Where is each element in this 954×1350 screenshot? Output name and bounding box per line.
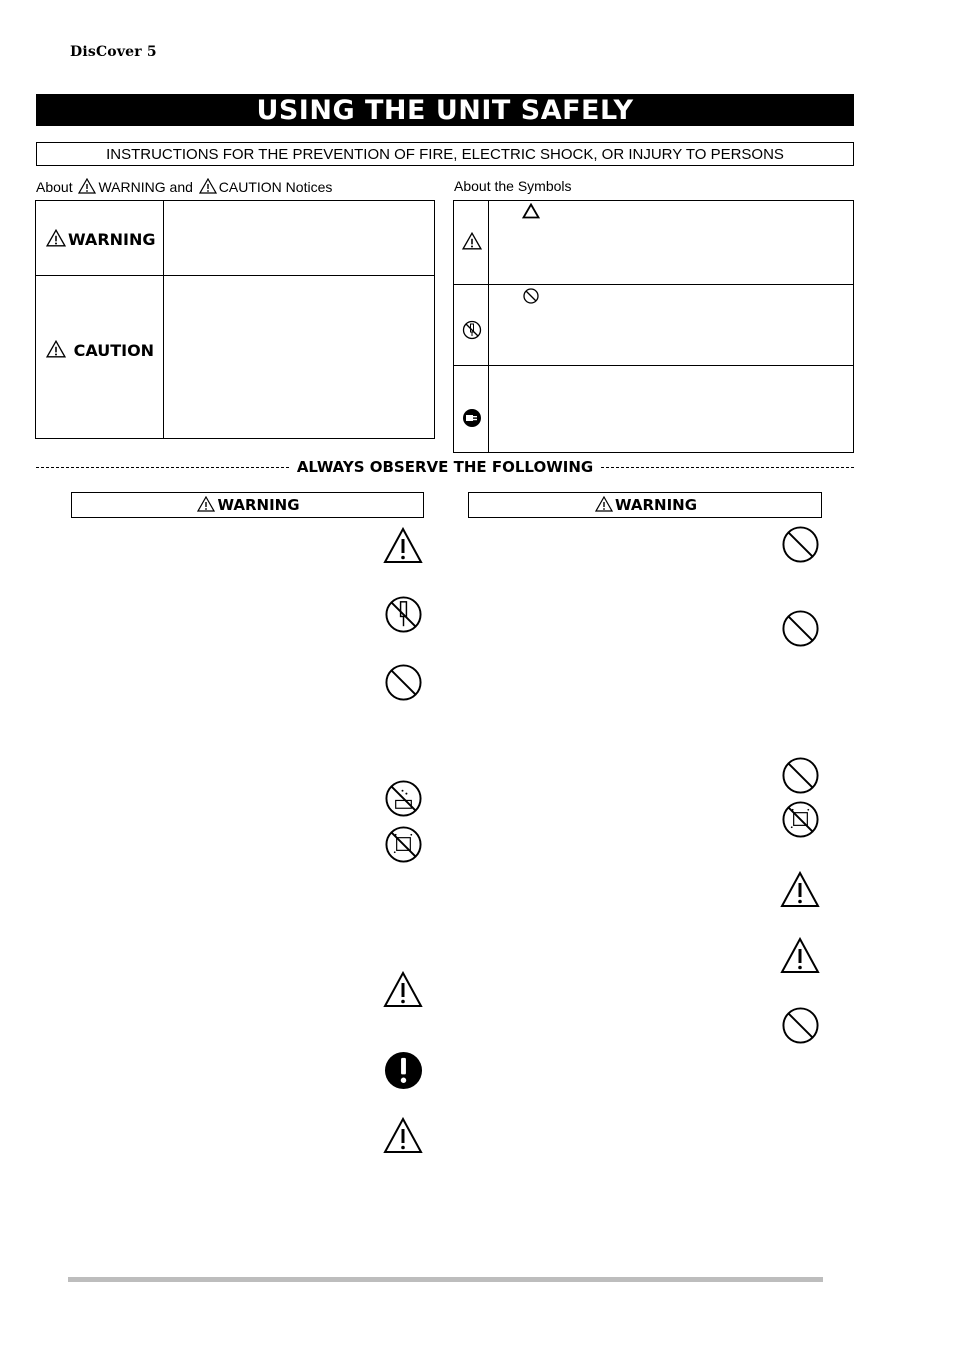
caution-triangle-icon <box>46 340 66 358</box>
caution-triangle-icon <box>199 178 217 194</box>
symbols-row-divider <box>453 365 854 366</box>
unplug-icon <box>462 408 482 428</box>
symbols-row-divider <box>453 284 854 285</box>
mandatory-action-icon <box>384 1051 423 1090</box>
page-title: USING THE UNIT SAFELY <box>36 94 854 126</box>
notices-heading: About WARNING and CAUTION Notices <box>36 179 333 195</box>
caution-label: CAUTION <box>44 340 154 360</box>
notices-row-divider <box>35 275 435 276</box>
no-wet-hands-icon <box>384 825 423 864</box>
no-water-icon <box>384 779 423 818</box>
prohibited-icon <box>781 609 820 648</box>
prohibited-icon <box>781 1006 820 1045</box>
symbols-table <box>453 200 854 453</box>
right-warning-header: WARNING <box>468 492 822 518</box>
caution-triangle-icon <box>383 971 423 1009</box>
warning-triangle-icon <box>197 496 215 512</box>
do-not-disassemble-icon <box>462 320 482 340</box>
caution-triangle-icon <box>780 937 820 975</box>
footer-rule <box>68 1277 823 1282</box>
caution-triangle-icon <box>383 1117 423 1155</box>
do-not-disassemble-icon <box>384 595 423 634</box>
warning-label: WARNING <box>44 229 156 249</box>
instructions-banner: INSTRUCTIONS FOR THE PREVENTION OF FIRE, ELECTRIC SHOCK, OR INJURY TO PERSONS <box>36 142 854 166</box>
warning-triangle-icon <box>78 178 96 194</box>
symbols-divider <box>488 200 489 452</box>
left-warning-header: WARNING <box>71 492 424 518</box>
warning-triangle-icon <box>46 229 66 247</box>
no-wet-hands-icon <box>781 800 820 839</box>
caution-triangle-icon <box>383 527 423 565</box>
prohibited-icon <box>781 756 820 795</box>
warning-triangle-icon <box>595 496 613 512</box>
prohibited-icon <box>781 525 820 564</box>
prohibited-icon <box>384 663 423 702</box>
caution-triangle-icon <box>780 871 820 909</box>
alert-triangle-icon <box>462 232 482 250</box>
prohibition-symbol-icon <box>522 287 540 305</box>
brand-name: DisCover 5 <box>70 44 157 60</box>
notices-divider <box>163 200 164 438</box>
symbols-heading: About the Symbols <box>454 178 572 194</box>
triangle-symbol-icon <box>522 203 540 219</box>
observe-heading: ALWAYS OBSERVE THE FOLLOWING <box>0 458 890 476</box>
